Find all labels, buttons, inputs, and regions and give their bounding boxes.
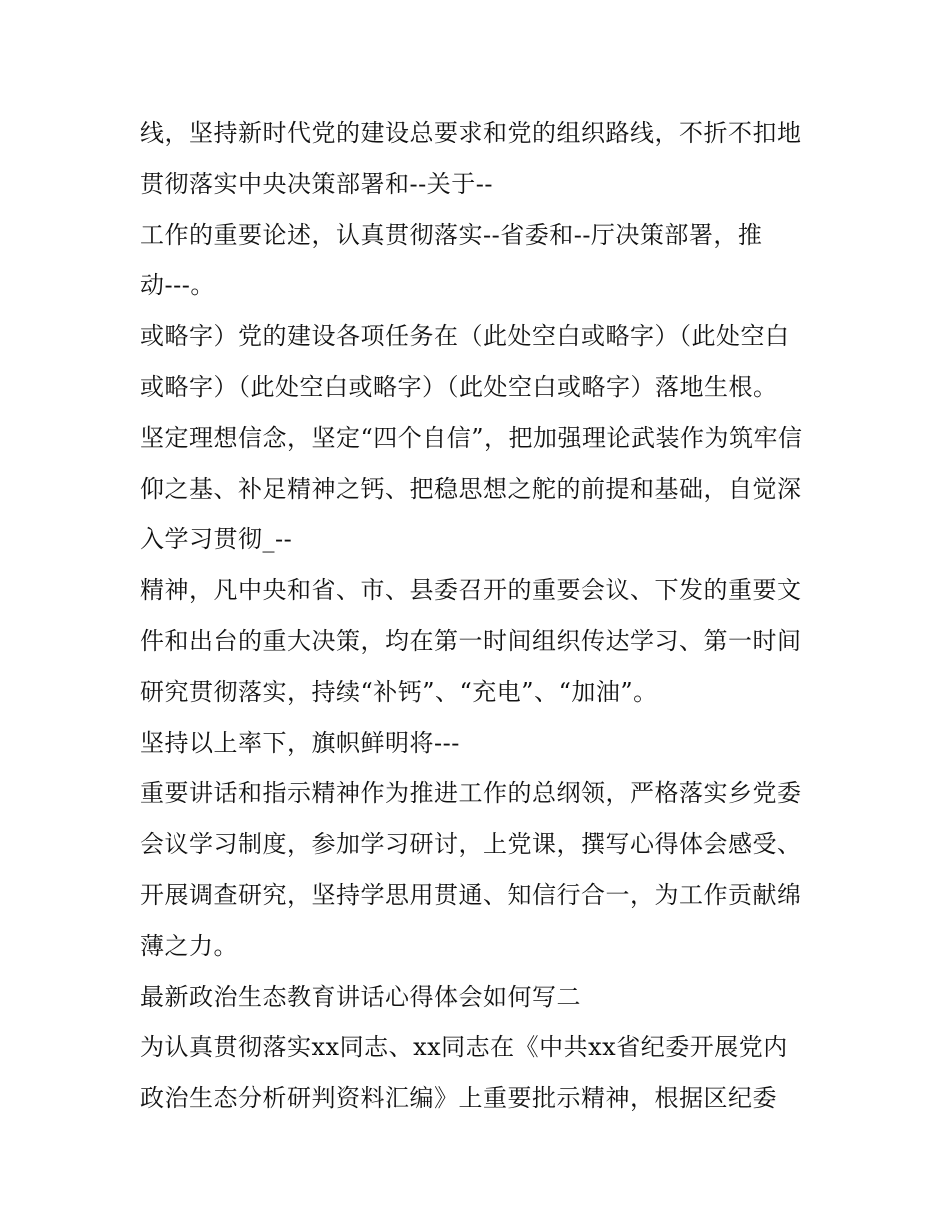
text-line: 坚定理想信念，坚定“四个自信”，把加强理论武装作为筑牢信 [140,423,803,452]
text-line: 或略字）党的建设各项任务在（此处空白或略字）（此处空白 [140,322,790,351]
text-line: 或略字）（此处空白或略字）（此处空白或略字）落地生根。 [140,372,778,401]
text-line: 贯彻落实中央决策部署和--关于-- [140,169,493,198]
text-line: 动---。 [140,271,215,300]
section-heading: 最新政治生态教育讲话心得体会如何写二 [140,982,581,1011]
text-line: 线，坚持新时代党的建设总要求和党的组织路线，不折不扣地 [140,119,802,147]
text-line: 入学习贯彻_-- [140,525,293,554]
text-line: 为认真贯彻落实xx同志、xx同志在《中共xx省纪委开展党内 [140,1033,788,1062]
document-body [140,108,830,1124]
text-line: 仰之基、补足精神之钙、把稳思想之舵的前提和基础，自觉深 [140,474,802,503]
text-line: 工作的重要论述，认真贯彻落实--省委和--厅决策部署，推 [140,220,763,249]
text-line: 开展调查研究，坚持学思用贯通、知信行合一，为工作贡献绵 [140,880,802,909]
text-line: 件和出台的重大决策，均在第一时间组织传达学习、第一时间 [140,626,802,655]
text-line: 会议学习制度，参加学习研讨，上党课，撰写心得体会感受、 [140,830,802,859]
text-line: 政治生态分析研判资料汇编》上重要批示精神，根据区纪委 [140,1084,777,1113]
text-line: 研究贯彻落实，持续“补钙”、“充电”、“加油”。 [140,677,658,706]
text-line: 坚持以上率下，旗帜鲜明将--- [140,728,460,757]
text-line: 薄之力。 [140,931,238,960]
text-line: 精神，凡中央和省、市、县委召开的重要会议、下发的重要文 [140,576,802,605]
text-line: 重要讲话和指示精神作为推进工作的总纲领，严格落实乡党委 [140,779,802,808]
